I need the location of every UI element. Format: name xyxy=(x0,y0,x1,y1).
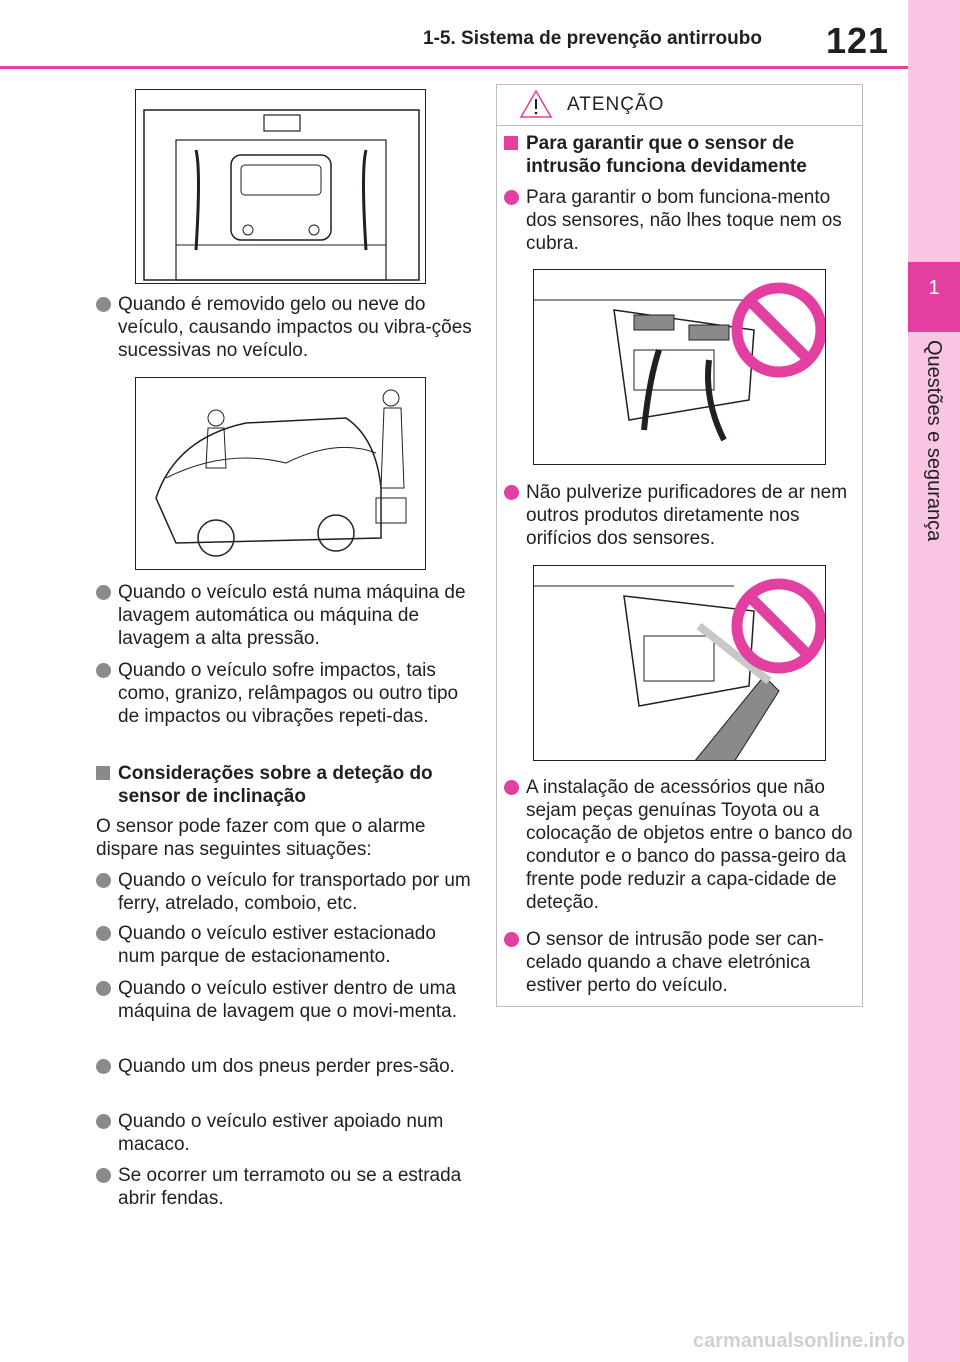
bullet-car-wash: Quando o veículo está numa máquina de lavagem automática ou máquina de lavagem a alta pressão. xyxy=(96,581,472,650)
tilt-bullet-6: Se ocorrer um terramoto ou se a estrada abrir fendas. xyxy=(96,1164,472,1210)
heading-square-icon xyxy=(504,136,518,150)
heading-square-icon xyxy=(96,766,110,780)
bullet-dot-icon xyxy=(96,1059,111,1074)
bullet-dot-icon xyxy=(96,663,111,678)
car-wash-illustration xyxy=(135,89,426,284)
warning-bullet-spray: Não pulverize purificadores de ar nem outros produtos diretamente nos orifícios dos sensores. xyxy=(504,481,854,550)
warning-triangle-icon xyxy=(519,89,553,119)
bullet-impacts: Quando o veículo sofre impactos, tais como, granizo, relâmpagos ou outro tipo de impactos ou vibrações repeti-das. xyxy=(96,659,472,728)
tilt-bullet-4: Quando um dos pneus perder pres-são. xyxy=(96,1055,472,1078)
bullet-dot-icon xyxy=(96,585,111,600)
bullet-ice-removal: Quando é removido gelo ou neve do veículo, causando impactos ou vibra-ções sucessivas no veículo. xyxy=(96,293,472,362)
bullet-dot-icon xyxy=(504,485,519,500)
bullet-dot-icon xyxy=(96,1168,111,1183)
section-title: 1-5. Sistema de prevenção antirroubo xyxy=(423,28,762,49)
tilt-sensor-heading: Considerações sobre a deteção do sensor de inclinação xyxy=(96,762,472,808)
bullet-dot-icon xyxy=(96,926,111,941)
bullet-dot-icon xyxy=(504,932,519,947)
bullet-dot-icon xyxy=(96,297,111,312)
bullet-dot-icon xyxy=(96,873,111,888)
bullet-dot-icon xyxy=(96,1114,111,1129)
warning-bullet-accessories: A instalação de acessórios que não sejam peças genuínas Toyota ou a colocação de objetos entre o banco do condutor e o banco do passa-geiro da frente pode reduzir a capa-cidade de deteção. xyxy=(504,776,854,914)
warning-header xyxy=(497,85,862,126)
bullet-dot-icon xyxy=(96,981,111,996)
chapter-number: 1 xyxy=(908,262,960,332)
warning-bullet-cancel: O sensor de intrusão pode ser can-celado quando a chave eletrónica estiver perto do veículo. xyxy=(504,928,854,997)
tilt-bullet-1: Quando o veículo for transportado por um ferry, atrelado, comboio, etc. xyxy=(96,869,472,915)
bullet-dot-icon xyxy=(504,780,519,795)
warning-title: ATENÇÃO xyxy=(567,94,665,115)
footer-watermark: carmanualsonline.info xyxy=(693,1330,906,1352)
sensor-touch-prohibited-illustration xyxy=(533,269,826,465)
side-tab xyxy=(908,0,960,1362)
tilt-sensor-intro: O sensor pode fazer com que o alarme dispare nas seguintes situações: xyxy=(96,816,426,860)
sensor-spray-prohibited-illustration xyxy=(533,565,826,761)
header-rule xyxy=(0,66,908,69)
snow-removal-illustration xyxy=(135,377,426,570)
bullet-dot-icon xyxy=(504,190,519,205)
tilt-bullet-2: Quando o veículo estiver estacionado num parque de estacionamento. xyxy=(96,922,472,968)
page-number: 121 xyxy=(826,20,890,61)
warning-heading: Para garantir que o sensor de intrusão funciona devidamente xyxy=(504,132,854,178)
tilt-bullet-5: Quando o veículo estiver apoiado num macaco. xyxy=(96,1110,472,1156)
tilt-bullet-3: Quando o veículo estiver dentro de uma máquina de lavagem que o movi-menta. xyxy=(96,977,472,1023)
warning-bullet-touch: Para garantir o bom funciona-mento dos sensores, não lhes toque nem os cubra. xyxy=(504,186,854,255)
warning-box xyxy=(496,84,863,1007)
chapter-title: Questões e segurança xyxy=(923,340,945,542)
